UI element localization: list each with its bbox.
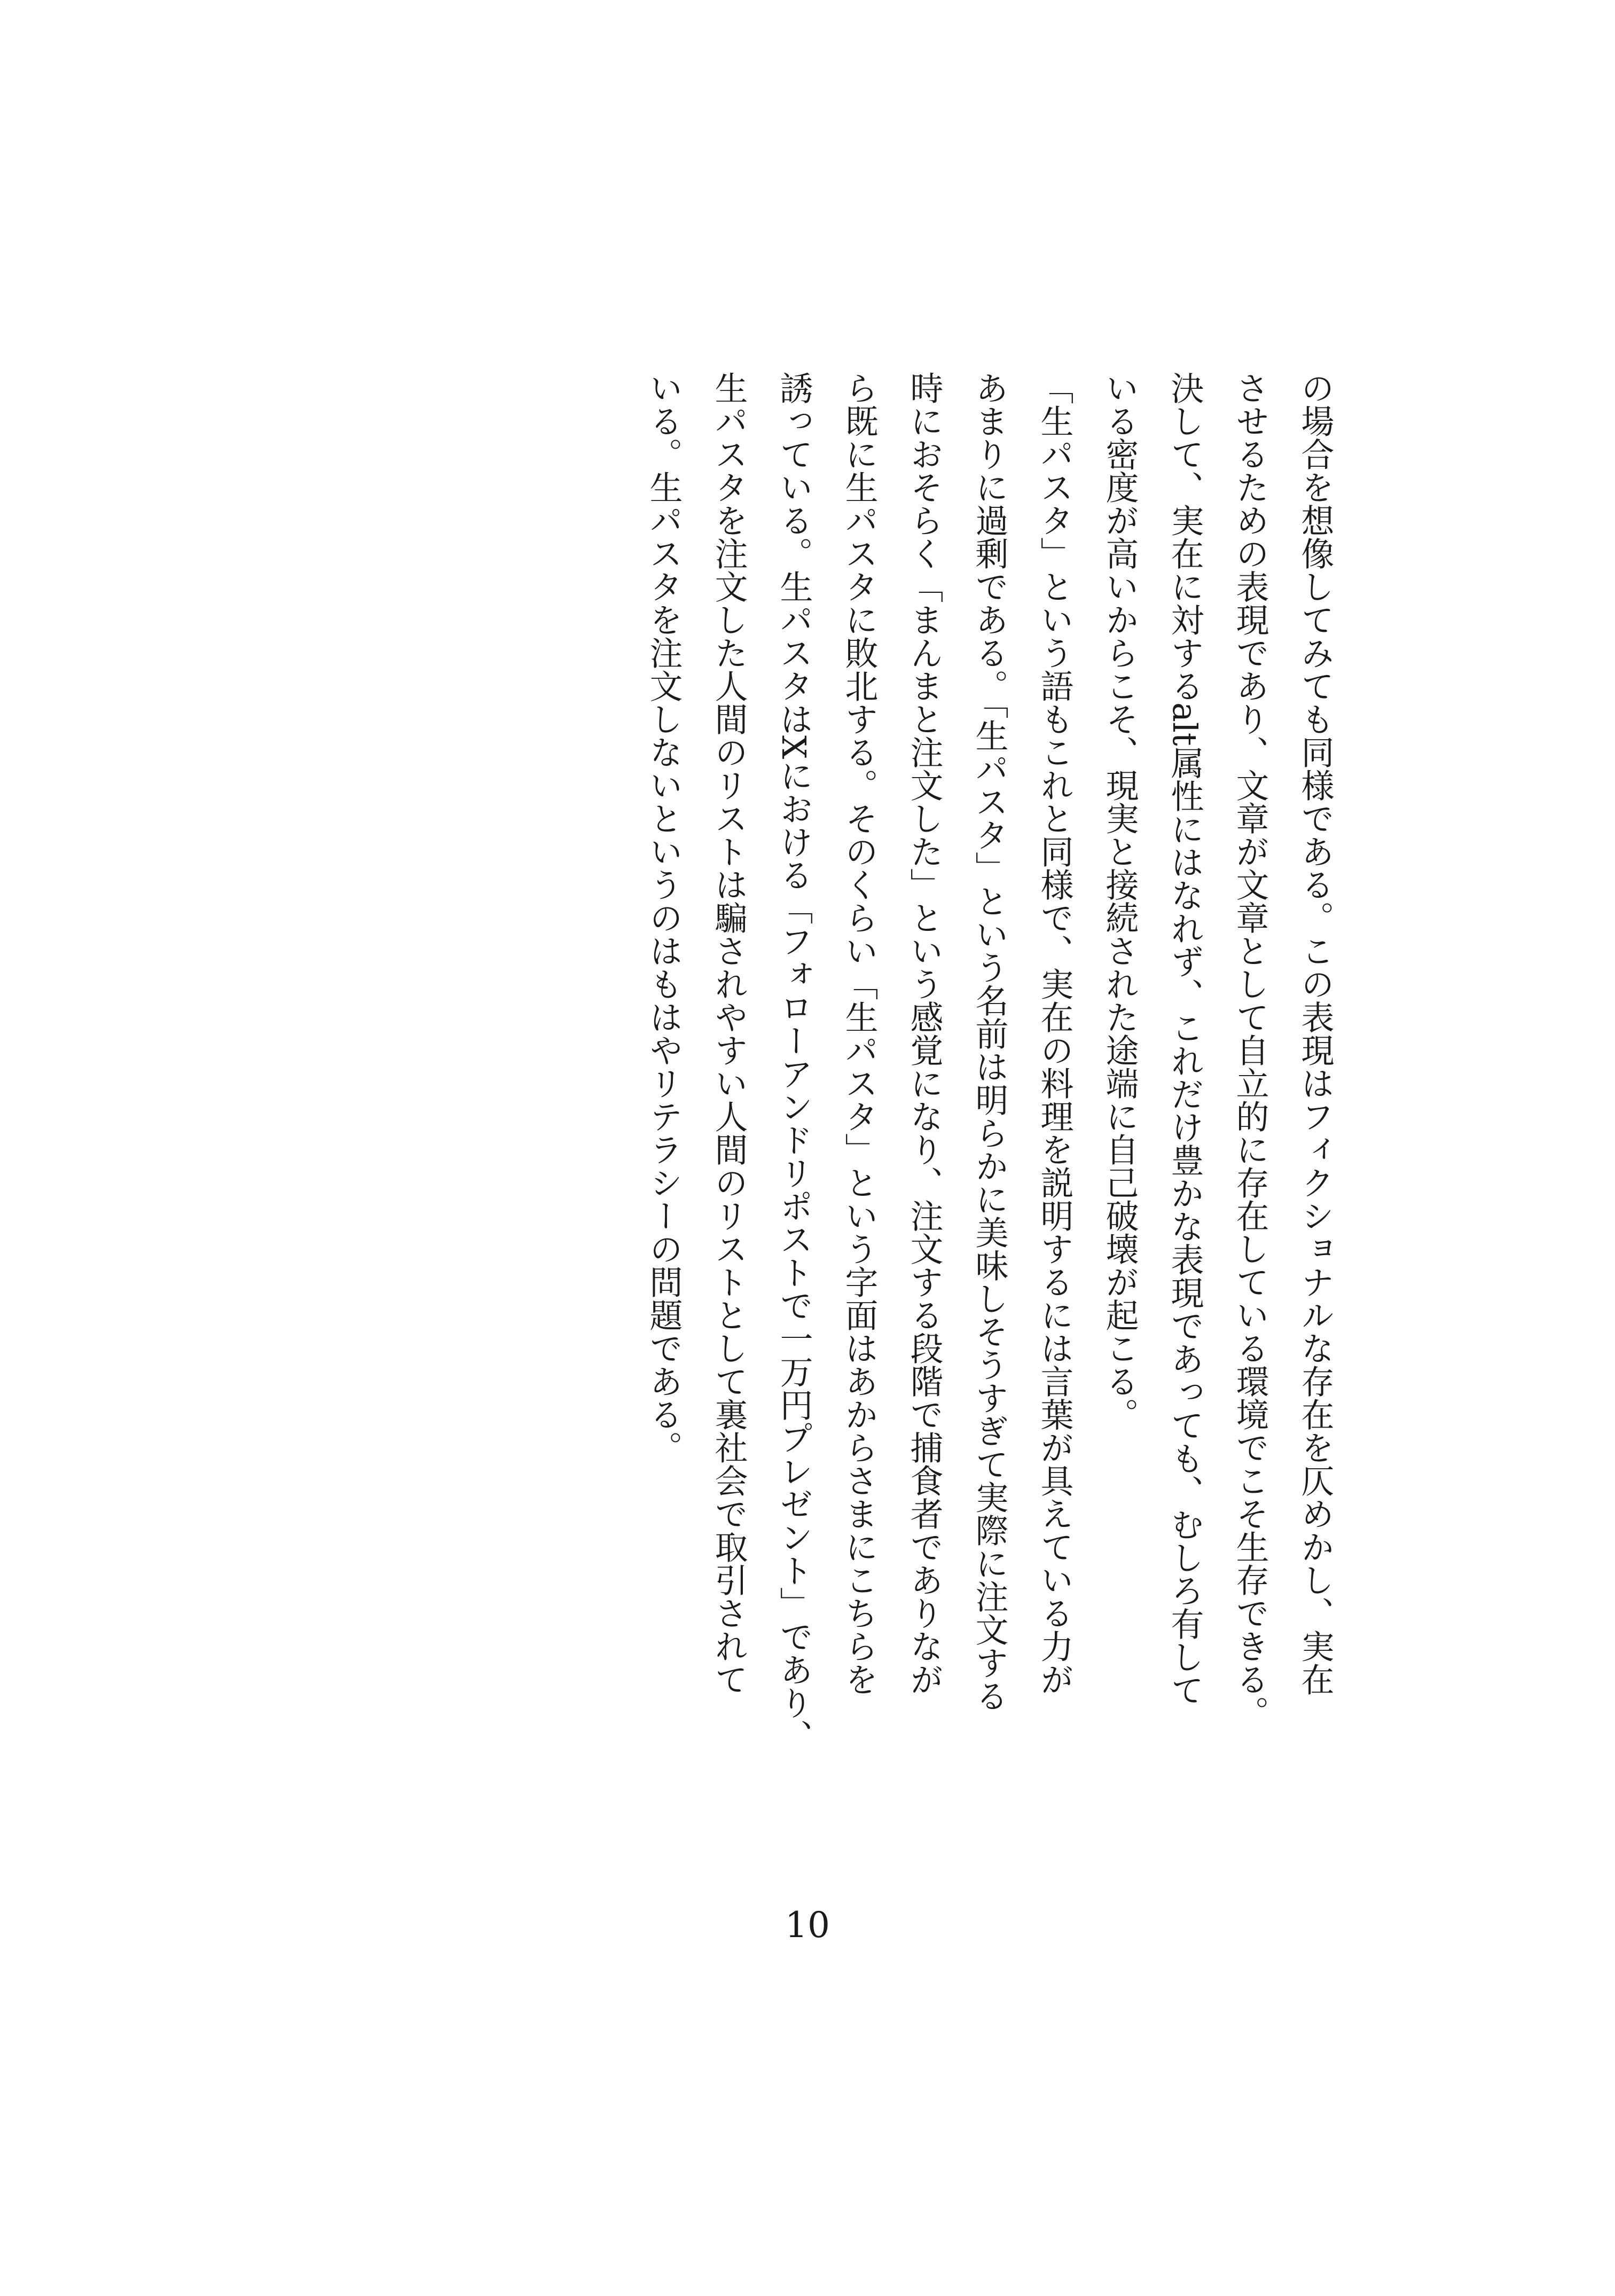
text-column-3: 決して、実在に対するalt属性にはなれず、これだけ豊かな表現であっても、むしろ有して: [1165, 371, 1204, 1706]
vertical-body-text: [644, 371, 1347, 1909]
text-column-10: 生パスタを注文した人間のリストは騙されやすい人間のリストとして裏社会で取引されて: [709, 371, 748, 1696]
text-column-5: 「生パスタ」という語もこれと同様で、実在の料理を説明するには言葉が具えている力が: [1035, 371, 1074, 1696]
text-column-4: いる密度が高いからこそ、現実と接続された途端に自己破壊が起こる。: [1100, 371, 1139, 1431]
text-column-6: あまりに過剰である。「生パスタ」という名前は明らかに美味しそうすぎて実際に注文する: [970, 371, 1009, 1712]
text-column-2: させるための表現であり、文章が文章として自立的に存在している環境でこそ生存できる。: [1230, 371, 1269, 1729]
text-column-7: 時におそらく「まんまと注文した」という感覚になり、注文する段階で捕食者でありなが: [905, 371, 944, 1696]
text-column-1: の場合を想像してみても同様である。この表現はフィクショナルな存在を仄めかし、実在: [1296, 371, 1335, 1696]
text-column-8: ら既に生パスタに敗北する。そのくらい「生パスタ」という字面はあからさまにこちらを: [840, 371, 879, 1696]
page-number: 10: [785, 1905, 830, 1946]
text-column-11: いる。生パスタを注文しないというのはもはやリテラシーの問題である。: [644, 371, 683, 1464]
text-column-9: 誘っている。生パスタはXにおける「フォローアンドリポストで一万円プレゼント」であり、: [774, 371, 813, 1753]
